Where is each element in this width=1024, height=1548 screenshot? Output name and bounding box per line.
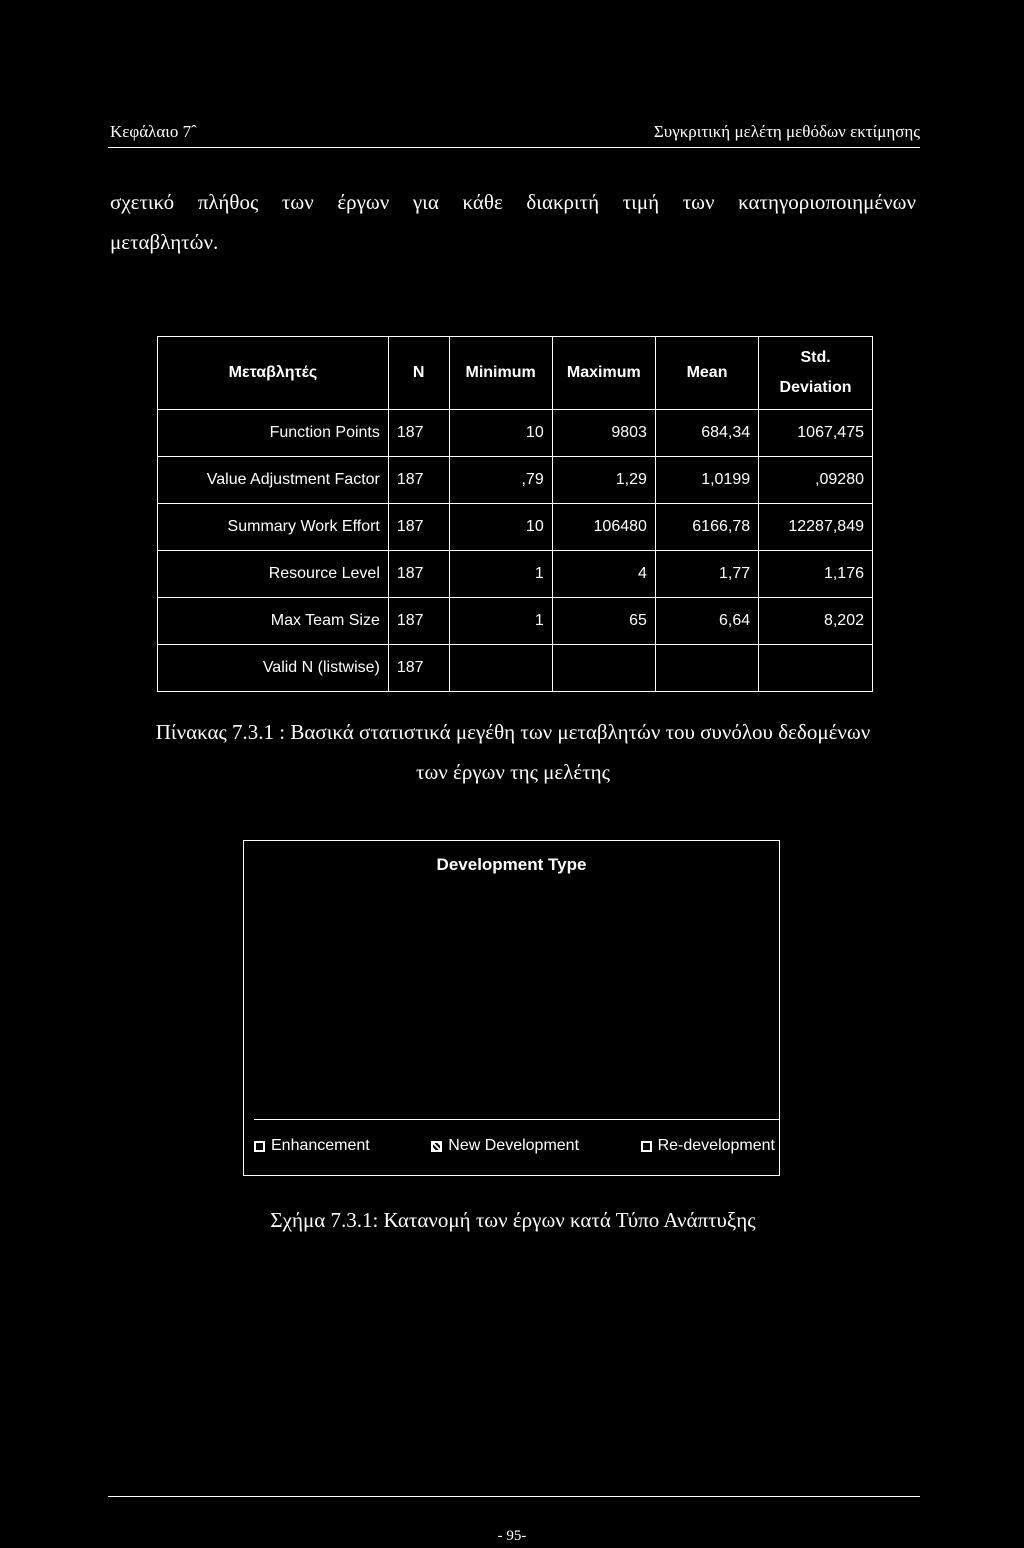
table-caption-line1: Πίνακας 7.3.1 : Βασικά στατιστικά μεγέθη των μεταβλητών του συνόλου δεδομένων — [155, 720, 871, 744]
cell-mean: 1,0199 — [655, 457, 758, 504]
body-text-line1: σχετικό πλήθος των έργων για κάθε διακριτή τιμή των κατηγοριοποιημένων — [110, 190, 916, 214]
row-label: Resource Level — [158, 551, 389, 598]
table-row — [158, 410, 873, 457]
body-text-line2: μεταβλητών. — [110, 230, 219, 254]
table-row — [158, 504, 873, 551]
table-header-row — [158, 337, 873, 410]
col-header-n: N — [388, 337, 449, 410]
footer-rule — [108, 1496, 920, 1497]
cell-mean: 6166,78 — [655, 504, 758, 551]
header-chapter: Κεφάλαιο 7ˆ — [110, 122, 197, 141]
cell-maximum: 106480 — [552, 504, 655, 551]
header-title: Συγκριτική μελέτη μεθόδων εκτίμησης — [653, 122, 920, 141]
cell-std-deviation: 1067,475 — [759, 410, 873, 457]
cell-std-deviation: 8,202 — [759, 598, 873, 645]
page-number: - 95- — [497, 1528, 527, 1544]
cell-n: 187 — [388, 504, 449, 551]
cell-minimum: 1 — [449, 551, 552, 598]
cell-minimum: 1 — [449, 598, 552, 645]
cell-mean — [655, 645, 758, 692]
col-header-maximum: Maximum — [552, 337, 655, 410]
cell-n: 187 — [388, 410, 449, 457]
row-label: Max Team Size — [158, 598, 389, 645]
cell-mean: 1,77 — [655, 551, 758, 598]
table-row — [158, 551, 873, 598]
col-header-std-deviation — [759, 337, 873, 410]
table-caption-line2: των έργων της μελέτης — [416, 760, 610, 784]
cell-n: 187 — [388, 551, 449, 598]
legend-divider — [254, 1119, 779, 1120]
chart-legend — [254, 1137, 775, 1155]
cell-minimum: 10 — [449, 504, 552, 551]
legend-label: Enhancement — [271, 1137, 370, 1154]
legend-item-new-development — [431, 1137, 579, 1155]
legend-label: Re-development — [657, 1137, 775, 1154]
statistics-table — [157, 336, 873, 692]
header-rule — [108, 147, 920, 148]
legend-item-re-development — [641, 1137, 775, 1155]
legend-item-enhancement — [254, 1137, 370, 1155]
cell-std-deviation: 1,176 — [759, 551, 873, 598]
col-header-minimum: Minimum — [449, 337, 552, 410]
col-header-variables: Μεταβλητές — [158, 337, 389, 410]
cell-minimum: 10 — [449, 410, 552, 457]
cell-std-deviation: 12287,849 — [759, 504, 873, 551]
row-label: Summary Work Effort — [158, 504, 389, 551]
figure-caption: Σχήμα 7.3.1: Κατανομή των έργων κατά Τύπο Ανάπτυξης — [270, 1208, 756, 1232]
cell-std-deviation: ,09280 — [759, 457, 873, 504]
cell-maximum: 4 — [552, 551, 655, 598]
chart-title: Development Type — [436, 855, 587, 874]
table-row — [158, 598, 873, 645]
legend-swatch-new-development — [431, 1141, 442, 1152]
cell-std-deviation — [759, 645, 873, 692]
legend-label: New Development — [448, 1137, 580, 1154]
legend-swatch-enhancement — [254, 1141, 265, 1152]
cell-maximum: 9803 — [552, 410, 655, 457]
cell-n: 187 — [388, 645, 449, 692]
table-row — [158, 457, 873, 504]
row-label: Valid N (listwise) — [158, 645, 389, 692]
legend-swatch-re-development — [641, 1141, 652, 1152]
col-header-mean: Mean — [655, 337, 758, 410]
col-header-deviation: Deviation — [779, 379, 852, 396]
cell-maximum — [552, 645, 655, 692]
cell-n: 187 — [388, 598, 449, 645]
cell-mean: 684,34 — [655, 410, 758, 457]
cell-minimum — [449, 645, 552, 692]
row-label: Value Adjustment Factor — [158, 457, 389, 504]
cell-mean: 6,64 — [655, 598, 758, 645]
cell-n: 187 — [388, 457, 449, 504]
cell-maximum: 65 — [552, 598, 655, 645]
row-label: Function Points — [158, 410, 389, 457]
cell-maximum: 1,29 — [552, 457, 655, 504]
col-header-std: Std. — [800, 349, 831, 366]
cell-minimum: ,79 — [449, 457, 552, 504]
table-row — [158, 645, 873, 692]
development-type-chart — [243, 840, 780, 1176]
